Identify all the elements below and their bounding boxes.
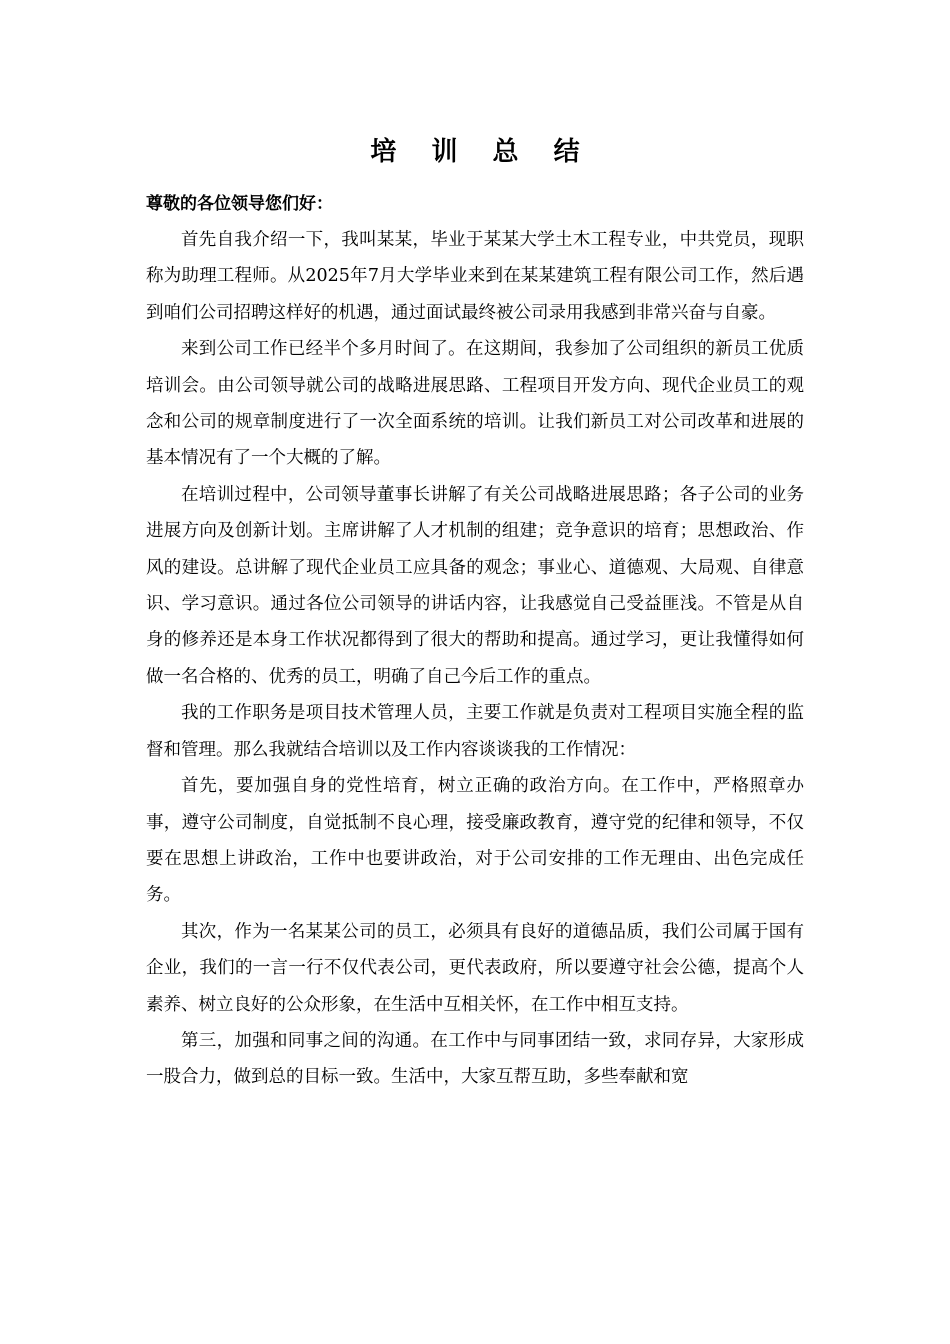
- paragraph-introduction: 首先自我介绍一下，我叫某某，毕业于某某大学土木工程专业，中共党员，现职称为助理工程师。从2025年7月大学毕业来到在某某建筑工程有限公司工作，然后遇到咱们公司招聘这样好的机遇，通过面试最终被公司录用我感到非常兴奋与自豪。: [146, 230, 804, 323]
- paragraph-training-overview: 来到公司工作已经半个多月时间了。在这期间，我参加了公司组织的新员工优质培训会。由公司领导就公司的战略进展思路、工程项目开发方向、现代企业员工的观念和公司的规章制度进行了一次全面系统的培训。让我们新员工对公司改革和进展的基本情况有了一个大概的了解。: [146, 339, 804, 469]
- paragraph-third-point: 第三，加强和同事之间的沟通。在工作中与同事团结一致，求同存异，大家形成一股合力，做到总的目标一致。生活中，大家互帮互助，多些奉献和宽: [146, 1030, 804, 1088]
- paragraph-second-point: 其次，作为一名某某公司的员工，必须具有良好的道德品质，我们公司属于国有企业，我们的一言一行不仅代表公司，更代表政府，所以要遵守社会公德，提高个人素养、树立良好的公众形象，在生活中互相关怀，在工作中相互支持。: [146, 921, 804, 1015]
- paragraph-job-duties: 我的工作职务是项目技术管理人员，主要工作就是负责对工程项目实施全程的监督和管理。那么我就结合培训以及工作内容谈谈我的工作情况：: [146, 703, 804, 760]
- paragraph-first-point: 首先，要加强自身的党性培育，树立正确的政治方向。在工作中，严格照章办事，遵守公司制度，自觉抵制不良心理，接受廉政教育，遵守党的纪律和领导，不仅要在思想上讲政治，工作中也要讲政治，对于公司安排的工作无理由、出色完成任务。: [146, 776, 804, 906]
- document-title: 培 训 总 结: [370, 137, 593, 167]
- paragraph-training-content: 在培训过程中，公司领导董事长讲解了有关公司战略进展思路；各子公司的业务进展方向及创新计划。主席讲解了人才机制的组建；竞争意识的培育；思想政治、作风的建设。总讲解了现代企业员工应具备的观念；事业心、道德观、大局观、自律意识、学习意识。通过各位公司领导的讲话内容，让我感觉自己受益匪浅。不管是从自身的修养还是本身工作状况都得到了很大的帮助和提高。通过学习，更让我懂得如何做一名合格的、优秀的员工，明确了自己今后工作的重点。: [146, 484, 804, 687]
- document-body: [146, 128, 804, 1096]
- salutation: 尊敬的各位领导您们好：: [146, 194, 333, 214]
